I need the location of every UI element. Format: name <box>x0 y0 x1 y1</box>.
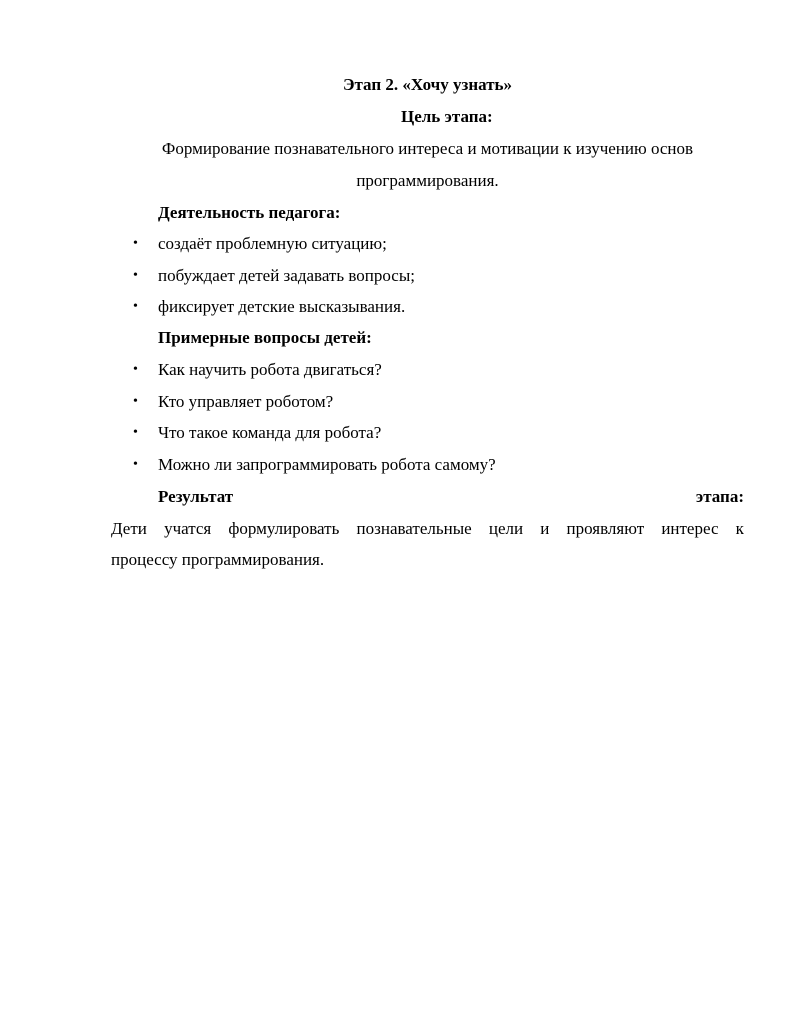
result-word: познавательные <box>356 519 472 538</box>
bullet-icon: • <box>133 236 138 251</box>
list-item-text: Что такое команда для робота? <box>158 423 382 442</box>
result-word: Дети <box>111 519 147 538</box>
bullet-icon: • <box>133 299 138 314</box>
result-word: интерес <box>661 519 719 538</box>
result-heading-word-2: этапа: <box>695 487 744 506</box>
result-text-line-2: процессу программирования. <box>111 550 325 569</box>
result-heading-word-1: Результат <box>158 487 234 506</box>
stage-title: Этап 2. «Хочу узнать» <box>342 75 513 94</box>
goal-text-line-1: Формирование познавательного интереса и мотивации к изучению основ <box>161 139 694 158</box>
goal-heading: Цель этапа: <box>401 107 493 126</box>
bullet-icon: • <box>133 457 138 472</box>
result-heading <box>111 486 744 508</box>
list-item-text: Как научить робота двигаться? <box>158 360 382 379</box>
list-item-text: Кто управляет роботом? <box>158 392 334 411</box>
goal-text-line-2: программирования. <box>356 171 499 190</box>
bullet-icon: • <box>133 268 138 283</box>
children-questions-heading: Примерные вопросы детей: <box>158 328 372 347</box>
result-word: формулировать <box>228 519 340 538</box>
list-item-text: Можно ли запрограммировать робота самому? <box>158 455 496 474</box>
result-word: проявляют <box>566 519 645 538</box>
result-text-line-1 <box>111 518 744 540</box>
list-item-text: побуждает детей задавать вопросы; <box>158 266 415 285</box>
result-word: и <box>540 519 550 538</box>
bullet-icon: • <box>133 394 138 409</box>
bullet-icon: • <box>133 425 138 440</box>
bullet-icon: • <box>133 362 138 377</box>
result-word: учатся <box>164 519 212 538</box>
list-item-text: создаёт проблемную ситуацию; <box>158 234 387 253</box>
list-item-text: фиксирует детские высказывания. <box>158 297 406 316</box>
document-page <box>111 0 744 1035</box>
teacher-activity-heading: Деятельность педагога: <box>158 203 341 222</box>
result-word: к <box>735 519 744 538</box>
result-word: цели <box>488 519 524 538</box>
